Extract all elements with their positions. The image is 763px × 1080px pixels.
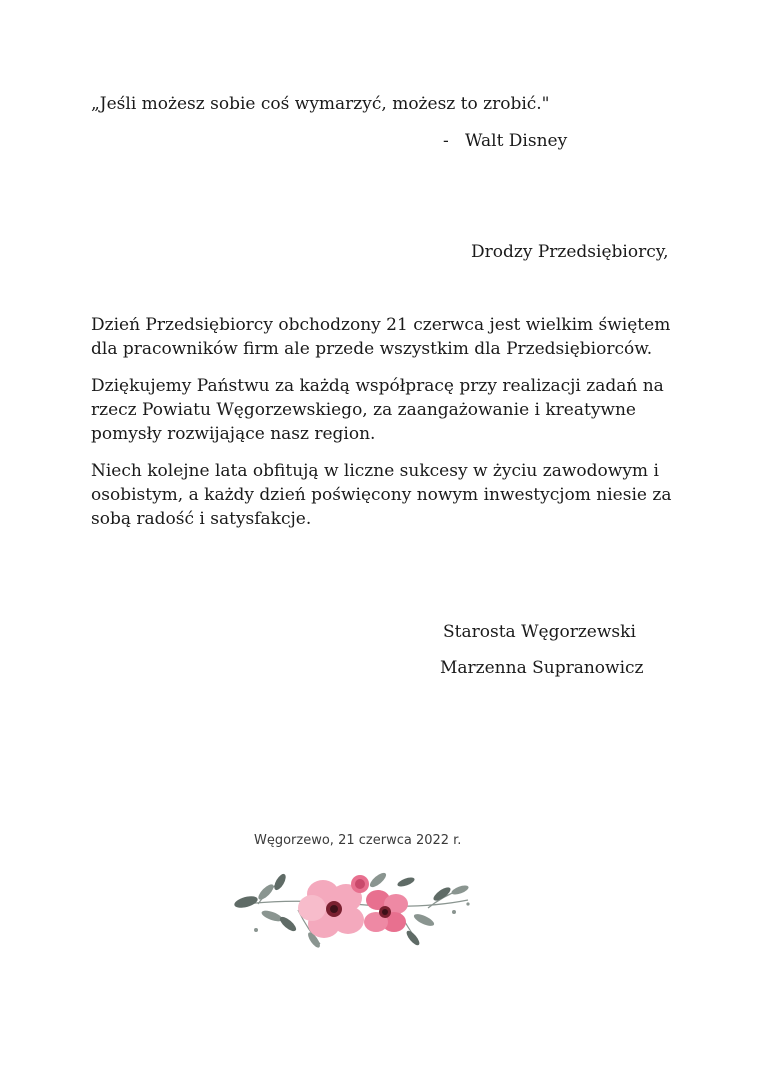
paragraph-2: Dziękujemy Państwu za każdą współpracę przy realizacji zadań na rzecz Powiatu Węgorzewskiego, za zaangażowanie i kreatywne pomysły rozwijające nasz region. bbox=[91, 376, 664, 444]
signature-title: Starosta Węgorzewski bbox=[443, 622, 636, 642]
dateline: Węgorzewo, 21 czerwca 2022 r. bbox=[254, 833, 462, 848]
paragraph-1: Dzień Przedsiębiorcy obchodzony 21 czerwca jest wielkim świętem dla pracowników firm ale przede wszystkim dla Przedsiębiorców. bbox=[91, 315, 671, 359]
attribution-dash: - bbox=[443, 131, 449, 151]
quote-text: „Jeśli możesz sobie coś wymarzyć, możesz to zrobić." bbox=[91, 94, 550, 114]
quote-attribution bbox=[443, 130, 567, 152]
greeting: Drodzy Przedsiębiorcy, bbox=[471, 242, 669, 262]
floral-decoration-icon bbox=[228, 860, 478, 952]
signature-name: Marzenna Supranowicz bbox=[440, 658, 644, 678]
paragraph-3: Niech kolejne lata obfitują w liczne sukcesy w życiu zawodowym i osobistym, a każdy dzień poświęcony nowym inwestycjom niesie za sobą radość i satysfakcje. bbox=[91, 461, 672, 529]
quote-author: Walt Disney bbox=[465, 131, 568, 151]
